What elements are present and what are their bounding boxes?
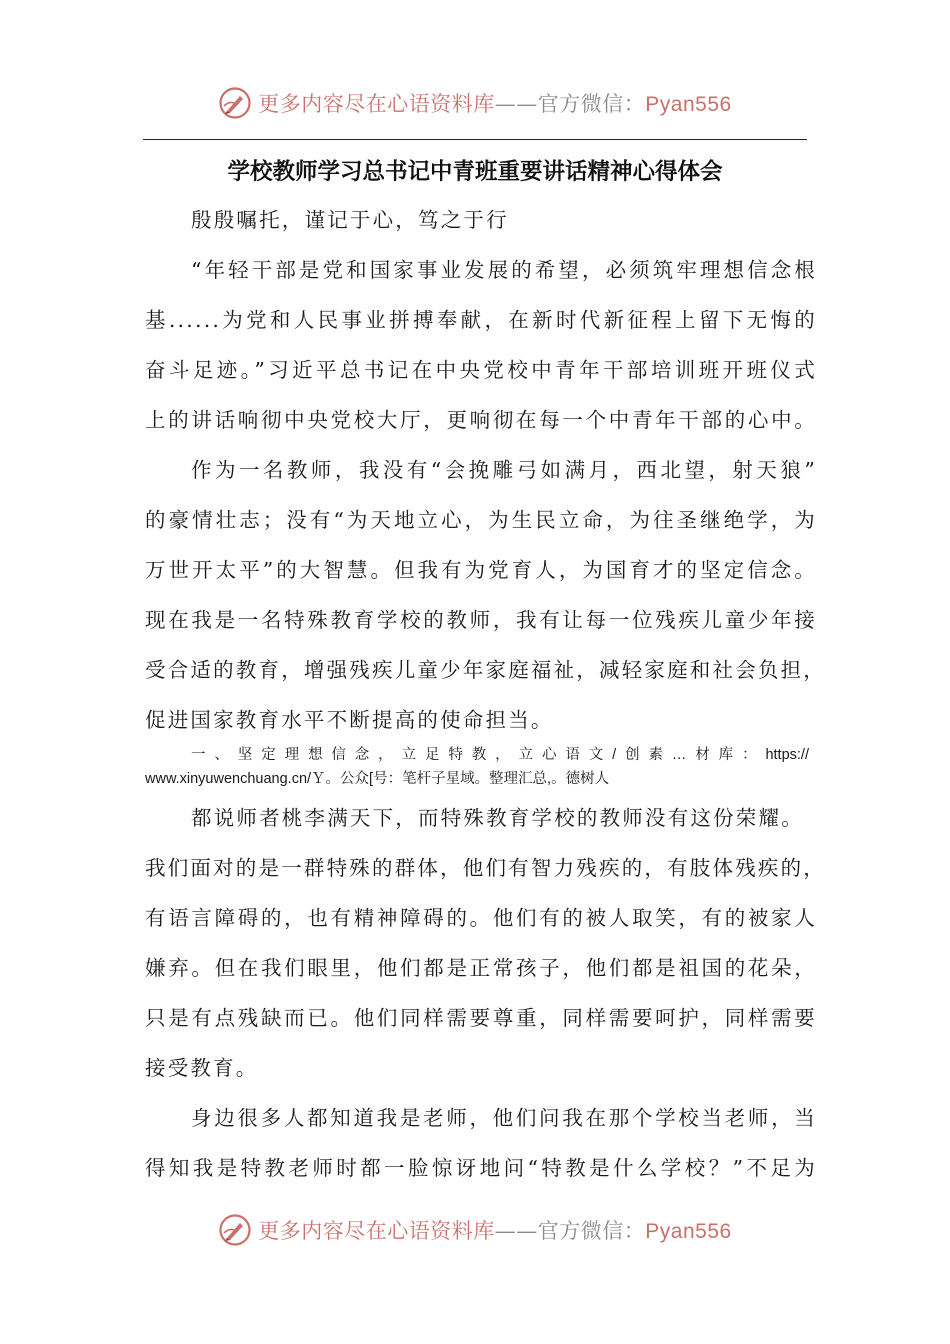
paragraph-line: 现在我是一名特殊教育学校的教师，我有让每一位残疾儿童少年接	[145, 608, 817, 632]
paragraph-line: 作为一名教师，我没有“会挽雕弓如满月，西北望，射天狼”	[191, 458, 817, 482]
pen-logo-icon	[218, 86, 252, 120]
paragraph-line: 只是有点残缺而已。他们同样需要尊重，同样需要呵护，同样需要	[145, 1006, 817, 1030]
paragraph-line: “年轻干部是党和国家事业发展的希望，必须筑牢理想信念根	[191, 258, 817, 282]
paragraph-line: 促进国家教育水平不断提高的使命担当。	[145, 708, 554, 732]
section-heading-line: www.xinyuwenchuang.cn/Ｙ。公众[号：笔杆子星域。整理汇总,。德树人	[145, 771, 610, 787]
footer-banner	[0, 1208, 950, 1252]
paragraph-line: 嫌弃。但在我们眼里，他们都是正常孩子，他们都是祖国的花朵，	[145, 956, 817, 980]
paragraph-line: 我们面对的是一群特殊的群体，他们有智力残疾的，有肢体残疾的，	[145, 856, 826, 880]
paragraph-line: 万世开太平”的大智慧。但我有为党育人，为国育才的坚定信念。	[145, 558, 817, 582]
paragraph-line: 上的讲话响彻中央党校大厅，更响彻在每一个中青年干部的心中。	[145, 408, 817, 432]
paragraph-line: 奋斗足迹。”习近平总书记在中央党校中青年干部培训班开班仪式	[145, 358, 817, 382]
paragraph-line: 身边很多人都知道我是老师，他们问我在那个学校当老师，当	[191, 1106, 817, 1130]
header-banner	[0, 81, 950, 125]
header-divider	[143, 139, 807, 140]
paragraph-line: 都说师者桃李满天下，而特殊教育学校的教师没有这份荣耀。	[191, 806, 804, 830]
paragraph-line: 接受教育。	[145, 1056, 259, 1080]
paragraph-line: 基......为党和人民事业拼搏奉献，在新时代新征程上留下无悔的	[145, 308, 817, 332]
paragraph-line: 受合适的教育，增强残疾儿童少年家庭福祉，减轻家庭和社会负担，	[145, 658, 826, 682]
banner-text: 更多内容尽在心语资料库——官方微信：Pyan556	[258, 1219, 732, 1243]
paragraph-line: 得知我是特教老师时都一脸惊讶地问“特教是什么学校？”不足为	[145, 1156, 817, 1180]
pen-logo-icon	[218, 1213, 252, 1247]
paragraph-line: 殷殷嘱托，谨记于心，笃之于行	[191, 208, 509, 232]
section-heading-line: 一、坚定理想信念，立足特教，立心语文/创素…材库：https://	[191, 747, 809, 763]
paragraph-line: 有语言障碍的，也有精神障碍的。他们有的被人取笑，有的被家人	[145, 906, 817, 930]
banner-text: 更多内容尽在心语资料库——官方微信：Pyan556	[258, 92, 732, 116]
document-title: 学校教师学习总书记中青班重要讲话精神心得体会	[227, 159, 723, 185]
paragraph-line: 的豪情壮志；没有“为天地立心，为生民立命，为往圣继绝学，为	[145, 508, 817, 532]
